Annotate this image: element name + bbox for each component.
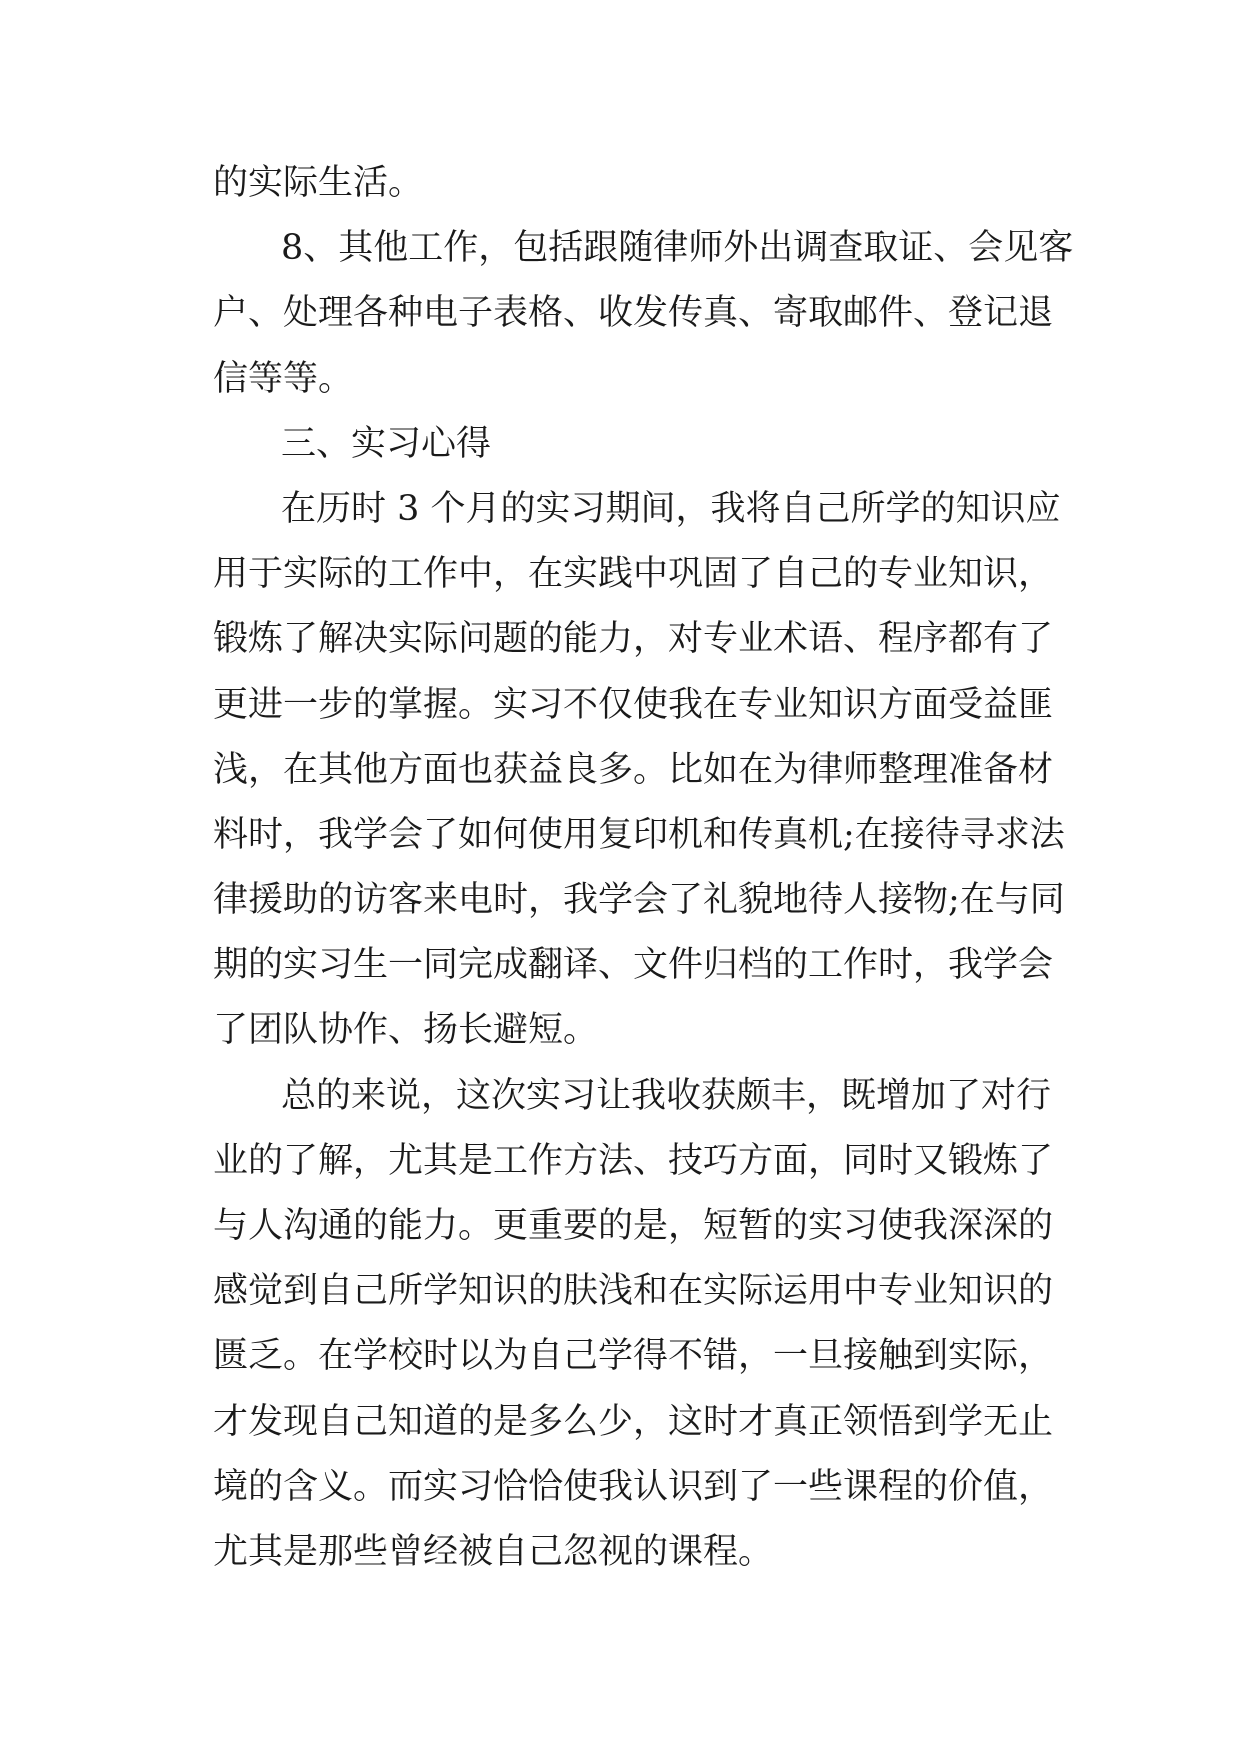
text-line: 用于实际的工作中，在实践中巩固了自己的专业知识， bbox=[213, 554, 1054, 595]
text-line: 户、处理各种电子表格、收发传真、寄取邮件、登记退 bbox=[213, 293, 1054, 334]
text-line: 料时，我学会了如何使用复印机和传真机;在接待寻求法 bbox=[213, 814, 1065, 855]
paragraph-internship-experience bbox=[213, 477, 1065, 1064]
text-line: 感觉到自己所学知识的肤浅和在实际运用中专业知识的 bbox=[213, 1271, 1054, 1312]
text-line: 锻炼了解决实际问题的能力，对专业术语、程序都有了 bbox=[213, 619, 1054, 660]
heading-line: 三、实习心得 bbox=[281, 423, 492, 464]
text-line: 境的含义。而实习恰恰使我认识到了一些课程的价值， bbox=[213, 1466, 1054, 1507]
paragraph-item-8 bbox=[213, 216, 1074, 412]
text-line: 业的了解，尤其是工作方法、技巧方面，同时又锻炼了 bbox=[213, 1140, 1054, 1181]
paragraph-continuation bbox=[213, 151, 1043, 216]
text-line: 了团队协作、扬长避短。 bbox=[213, 1010, 599, 1051]
text-line: 8、其他工作，包括跟随律师外出调查取证、会见客 bbox=[281, 228, 1074, 269]
text-line: 在历时 3 个月的实习期间，我将自己所学的知识应 bbox=[281, 488, 1061, 529]
text-line: 总的来说，这次实习让我收获颇丰，既增加了对行 bbox=[281, 1075, 1052, 1116]
text-line: 的实际生活。 bbox=[213, 163, 424, 203]
paragraph-summary bbox=[213, 1064, 1054, 1586]
text-line: 匮乏。在学校时以为自己学得不错，一旦接触到实际， bbox=[213, 1336, 1054, 1377]
text-line: 才发现自己知道的是多么少，这时才真正领悟到学无止 bbox=[213, 1401, 1054, 1442]
text-line: 律援助的访客来电时，我学会了礼貌地待人接物;在与同 bbox=[213, 880, 1065, 921]
text-column bbox=[213, 151, 1074, 1585]
text-line: 与人沟通的能力。更重要的是，短暂的实习使我深深的 bbox=[213, 1206, 1054, 1246]
text-line: 尤其是那些曾经被自己忽视的课程。 bbox=[213, 1531, 774, 1572]
text-line: 期的实习生一同完成翻译、文件归档的工作时，我学会 bbox=[213, 945, 1054, 986]
text-line: 浅，在其他方面也获益良多。比如在为律师整理准备材 bbox=[213, 749, 1054, 790]
section-heading bbox=[213, 412, 1043, 477]
text-line: 更进一步的掌握。实习不仅使我在专业知识方面受益匪 bbox=[213, 684, 1054, 725]
text-line: 信等等。 bbox=[213, 358, 354, 399]
